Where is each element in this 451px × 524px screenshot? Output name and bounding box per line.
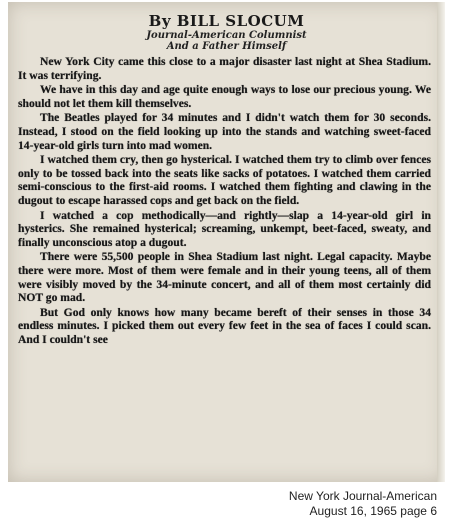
source-publication: New York Journal-American xyxy=(288,489,437,503)
source-caption xyxy=(237,489,437,519)
source-date-page: August 16, 1965 page 6 xyxy=(309,504,437,518)
father-subhead: And a Father Himself xyxy=(166,41,287,52)
article-paragraph: I watched a cop methodically—and rightly—slap a 14-year-old girl in hysterics. She remained hysterical; screaming, unkempt, beet-faced, sweaty, and finally unconscious atop a dugout. xyxy=(18,208,431,249)
article-paragraph: We have in this day and age quite enough ways to lose our precious young. We should not let them kill themselves. xyxy=(18,83,431,110)
newspaper-clipping xyxy=(8,2,445,482)
article-paragraph: New York City came this close to a major disaster last night at Shea Stadium. It was terrifying. xyxy=(18,55,431,82)
paper-fold-edge xyxy=(437,2,445,482)
article-paragraph: The Beatles played for 34 minutes and I didn't watch them for 30 seconds. Instead, I stood on the field looking up into the stands and watching sweet-faced 14-year-old girls turn into mad women. xyxy=(18,111,431,152)
article-paragraph: I watched them cry, then go hysterical. I watched them try to climb over fences only to be tossed back into the seats like sacks of potatoes. I watched them carried semi-conscious to the first-aid rooms. I watched them fighting and clawing in the dugout to escape harassed cops and get back on the field. xyxy=(18,153,431,207)
article-body xyxy=(8,52,445,346)
byline: By BILL SLOCUM xyxy=(148,12,305,30)
article-paragraph: But God only knows how many became bereft of their senses in those 34 endless minutes. I picked them out every few feet in the sea of faces I could scan. And I couldn't see xyxy=(18,305,431,346)
columnist-subhead: Journal-American Columnist xyxy=(146,30,307,41)
article-paragraph: There were 55,500 people in Shea Stadium last night. Legal capacity. Maybe there were more. Most of them were female and in their young teens, all of them were visibly moved by the 34-minute concert, and all of them most certainly did NOT go mad. xyxy=(18,250,431,305)
